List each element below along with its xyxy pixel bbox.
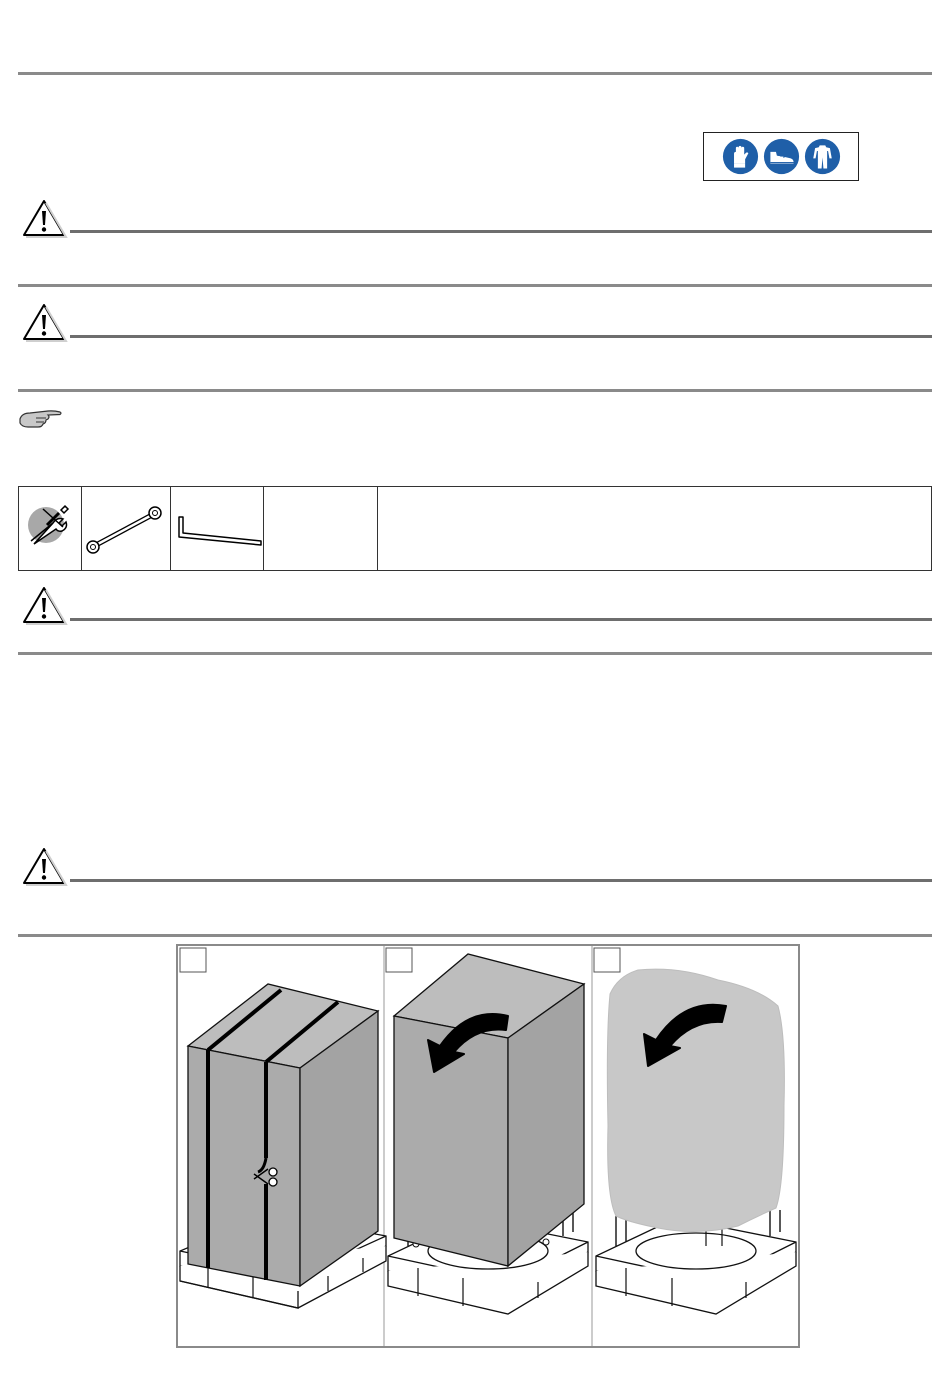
step-remove-cover-panel <box>594 948 796 1314</box>
allen-key-icon <box>171 487 263 570</box>
empty-cell <box>264 487 378 570</box>
double-ended-wrench-icon <box>82 487 170 570</box>
safety-shoes-icon <box>763 138 800 175</box>
section-divider <box>18 934 932 937</box>
tools-required-icon <box>19 487 81 570</box>
allen-key-cell <box>171 487 264 570</box>
warning-underline <box>70 230 932 233</box>
warning-triangle-icon <box>20 198 68 238</box>
empty-cell <box>378 487 931 570</box>
ppe-panel <box>703 132 859 181</box>
unpacking-figure <box>176 944 800 1348</box>
warning-triangle-icon <box>20 846 68 886</box>
warning-triangle-icon <box>20 302 68 342</box>
step-lift-box-panel <box>386 948 588 1314</box>
tools-table <box>18 486 932 571</box>
protective-suit-icon <box>804 138 841 175</box>
warning-triangle-icon <box>20 585 68 625</box>
step-cut-straps-panel <box>180 948 386 1308</box>
top-divider <box>18 72 932 75</box>
warning-underline <box>70 879 932 882</box>
section-divider <box>18 284 932 287</box>
warning-underline <box>70 335 932 338</box>
section-divider <box>18 389 932 392</box>
section-divider <box>18 652 932 655</box>
wrench-cell <box>82 487 171 570</box>
tools-required-cell <box>19 487 82 570</box>
warning-underline <box>70 618 932 621</box>
gloves-icon <box>722 138 759 175</box>
pointing-hand-icon <box>18 405 64 431</box>
